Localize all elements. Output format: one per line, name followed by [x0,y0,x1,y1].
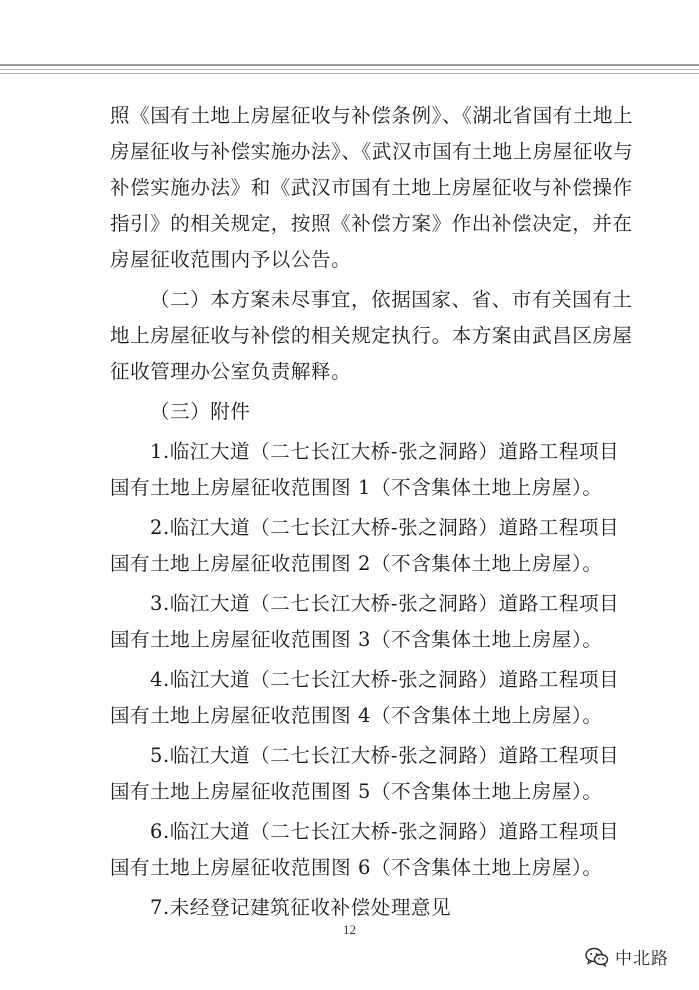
text-line: 指引》的相关规定，按照《补偿方案》作出补偿决定，并在 [110,212,633,235]
attachment-item [110,510,620,582]
text-line: 3.临江大道（二七长江大桥-张之洞路）道路工程项目 [150,592,620,615]
attachment-item [110,586,620,658]
text-line: 4.临江大道（二七长江大桥-张之洞路）道路工程项目 [150,668,620,691]
attachment-item [110,434,620,506]
section-heading: （三）附件 [150,400,251,423]
attachment-item [110,738,620,810]
text-line: 国有土地上房屋征收范围图 3（不含集体土地上房屋）。 [110,628,603,651]
paragraph-continuation [110,98,634,278]
text-line: 国有土地上房屋征收范围图 4（不含集体土地上房屋）。 [110,704,603,727]
text-line: 国有土地上房屋征收范围图 5（不含集体土地上房屋）。 [110,780,603,803]
watermark-text: 中北路 [615,949,669,969]
text-line: 1.临江大道（二七长江大桥-张之洞路）道路工程项目 [150,440,620,463]
paragraph-supplementary [110,282,633,390]
text-line: 7.未经登记建筑征收补偿处理意见 [150,896,452,919]
watermark [585,944,669,969]
document-body [110,98,634,930]
text-line: 房屋征收范围内予以公告。 [110,248,352,271]
header-rule-line [0,73,699,74]
text-line: 6.临江大道（二七长江大桥-张之洞路）道路工程项目 [150,820,620,843]
text-line: 国有土地上房屋征收范围图 2（不含集体土地上房屋）。 [110,552,603,575]
attachment-item [110,662,620,734]
text-line: （二）本方案未尽事宜，依据国家、省、市有关国有土 [150,288,633,311]
page-number: 12 [343,922,356,937]
text-line: 5.临江大道（二七长江大桥-张之洞路）道路工程项目 [150,744,620,767]
text-line: 照《国有土地上房屋征收与补偿条例》、《湖北省国有土地上 [110,104,634,127]
text-line: 国有土地上房屋征收范围图 1（不含集体土地上房屋）。 [110,476,603,499]
attachment-item [110,890,594,926]
header-rule [0,64,699,77]
header-rule-line [0,69,699,70]
text-line: 地上房屋征收与补偿的相关规定执行。本方案由武昌区房屋 [110,324,633,347]
text-line: 国有土地上房屋征收范围图 6（不含集体土地上房屋）。 [110,856,603,879]
text-line: 2.临江大道（二七长江大桥-张之洞路）道路工程项目 [150,516,620,539]
paragraph-attachments-heading [110,394,594,430]
text-line: 补偿实施办法》和《武汉市国有土地上房屋征收与补偿操作 [110,176,633,199]
text-line: 房屋征收与补偿实施办法》、《武汉市国有土地上房屋征收与 [110,140,634,163]
attachment-item [110,814,620,886]
text-line: 征收管理办公室负责解释。 [110,360,352,383]
wechat-icon [585,947,609,967]
header-rule-line [0,64,699,66]
